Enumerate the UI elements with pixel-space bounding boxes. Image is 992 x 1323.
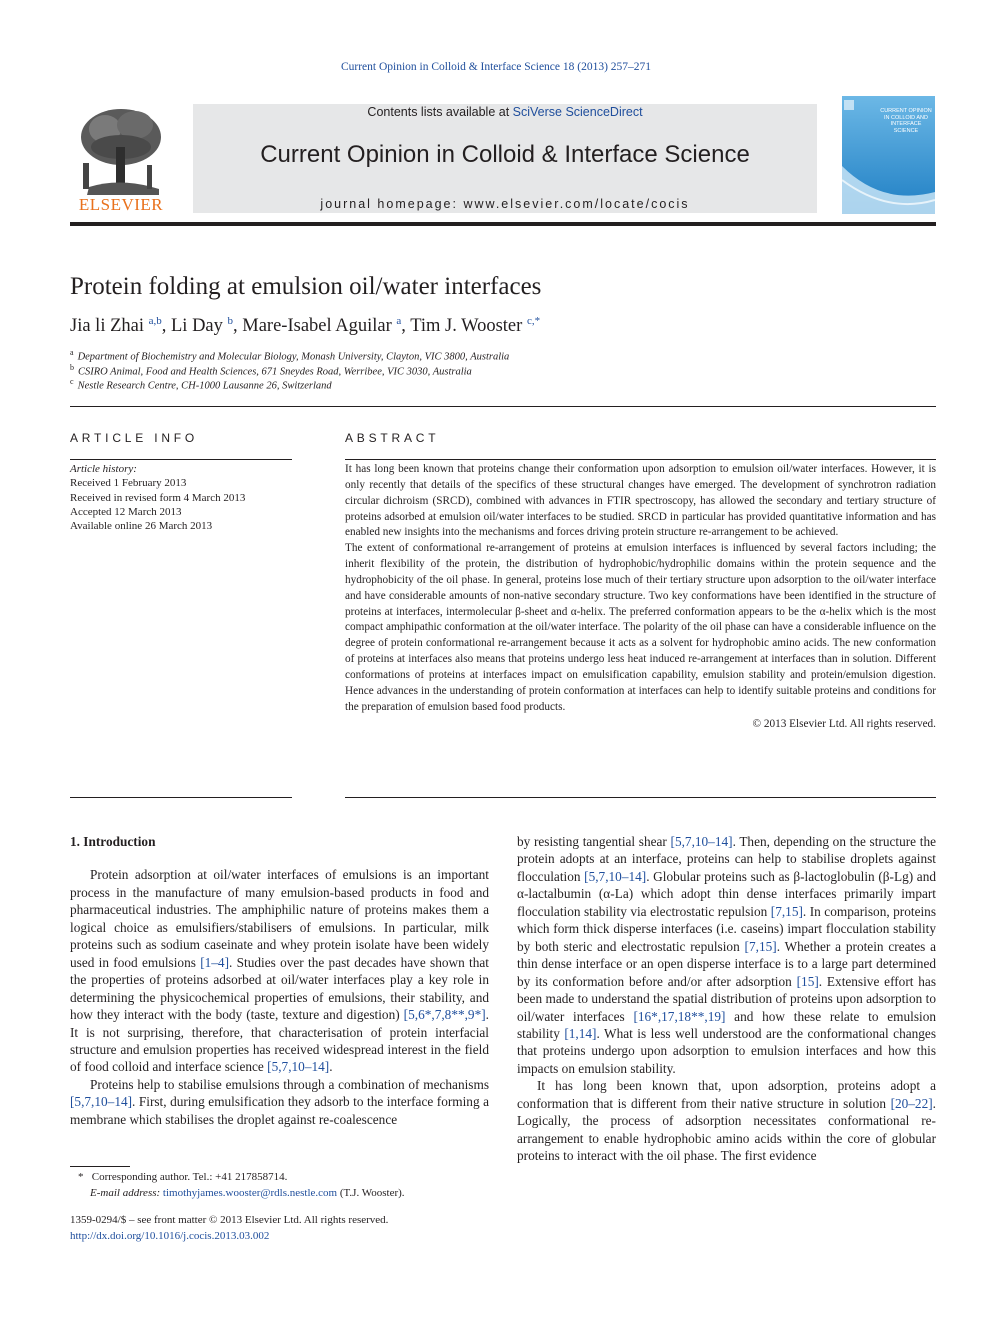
- author-list: Jia li Zhai $^{a,b}$, Li Day $^b$, Mare-Isabel Aguilar $^a$, Tim J. Wooster $^{c,*}$: [70, 315, 541, 337]
- body-paragraph: [517, 1077, 936, 1164]
- abstract-heading-rule: [345, 459, 936, 460]
- footnote-rule: [70, 1166, 130, 1167]
- contents-prefix: Contents lists available at: [367, 105, 513, 119]
- body-text: Proteins help to stabilise emulsions through a combination of mechanisms: [90, 1076, 489, 1092]
- running-head[interactable]: Current Opinion in Colloid & Interface Science 18 (2013) 257–271: [340, 61, 652, 73]
- body-text: .: [329, 1059, 333, 1075]
- abstract-bottom-rule: [345, 797, 936, 798]
- affiliation-c: $^c$ Nestle Research Centre, CH-1000 Lausanne 26, Switzerland: [70, 377, 332, 392]
- journal-cover[interactable]: [842, 96, 935, 214]
- sciencedirect-link[interactable]: SciVerse ScienceDirect: [512, 105, 643, 119]
- info-heading-rule: [70, 459, 292, 460]
- body-text: . Logically, the process of adsorption necessitates conformational re-arrangement to enable hydrophobic amino acids within the core of globular proteins to interact with the oil phase. The first evidence: [517, 1095, 936, 1164]
- body-text: by resisting tangential shear: [517, 834, 671, 849]
- citation-link[interactable]: [5,7,10–14]: [584, 868, 647, 884]
- body-text: It has long been known that, upon adsorption, proteins adopt a conformation that is different from their native structure in solution: [517, 1078, 936, 1111]
- footnote-author-line: Corresponding author. Tel.: +41 217858714.: [91, 1171, 288, 1183]
- citation-link[interactable]: [7,15]: [770, 903, 803, 919]
- author-affiliation-marker[interactable]: c,*: [526, 315, 541, 327]
- journal-homepage[interactable]: journal homepage: www.elsevier.com/locate/cocis: [320, 197, 690, 211]
- section-heading-introduction: 1. Introduction: [70, 834, 156, 849]
- body-text: . Then, depending on the structure the protein adopts at an interface, proteins can help to stabilise droplets against flocculation: [517, 834, 936, 884]
- citation-link[interactable]: [7,15]: [744, 938, 777, 954]
- elsevier-wordmark: ELSEVIER: [78, 195, 164, 214]
- history-received: Received 1 February 2013: [70, 477, 187, 490]
- abstract-paragraph-1: It has long been known that proteins change their conformation upon adsorption to emulsion oil/water interfaces. However, it is only recently that details of the specifics of these structural changes have emerged. The development of synchrotron radiation circular dichroism (SRCD), combined with advances in FTIR spectroscopy, has allowed the secondary and tertiary structure of proteins adsorbed at emulsion oil/water interfaces to be studied. SRCD in particular has provided quantitative information and has enabled new insights into the mechanisms and forces driving protein structure re-arrangement to be achieved.: [345, 463, 936, 539]
- article-title: Protein folding at emulsion oil/water interfaces: [70, 273, 542, 300]
- issn-block: [70, 1213, 388, 1244]
- author-affiliation-marker[interactable]: b: [227, 315, 234, 327]
- article-history: [70, 462, 292, 533]
- body-text: . First, during emulsification they adsorb to the interface forming a membrane which stabilises the droplet against re-coalescence: [70, 1094, 489, 1127]
- email-label: E-mail address:: [90, 1186, 161, 1199]
- body-paragraph: [70, 866, 489, 1075]
- doi-link[interactable]: http://dx.doi.org/10.1016/j.cocis.2013.03.002: [70, 1229, 270, 1242]
- author-name: Mare-Isabel Aguilar: [242, 316, 397, 337]
- abstract-paragraph-2: The extent of conformational re-arrangement of proteins at emulsion interfaces is influenced by several factors including; the inherit flexibility of the protein, the distribution of hydrophobic/hydrophilic domains within the protein sequence and the hydrophobicity of the oil phase. In general, proteins lose much of their tertiary structure upon adsorption to the oil/water interface and have considerable amounts of non-native secondary structure. Two key conformations have been identified in the structure of proteins at interfaces, intermolecular β-sheet and α-helix. The preferred conformation appears to be the α-helix which is the most compact amphipathic conformation at the oil/water interface. The polarity of the oil phase can have a considerable influence on the degree of protein conformational re-arrangement because it acts as a solvent for hydrophobic amino acids. The new conformation of proteins at interfaces also means that proteins undergo less heat induced re-arrangement at interfaces than in solution. Different conformations of proteins at interfaces impact on emulsification capability, emulsion stability and protein/emulsion digestion. Hence advances in the understanding of protein conformation at interfaces can help to identify suitable proteins and conditions for the preparation of emulsion based food products.: [345, 542, 936, 713]
- info-bottom-rule: [70, 797, 292, 798]
- history-revised: Received in revised form 4 March 2013: [70, 491, 246, 504]
- abstract-copyright: © 2013 Elsevier Ltd. All rights reserved.: [752, 717, 936, 730]
- abstract-body: [345, 462, 936, 732]
- history-accepted: Accepted 12 March 2013: [70, 505, 182, 518]
- history-label: Article history:: [70, 463, 137, 475]
- footnote-star: *: [78, 1171, 84, 1183]
- author-affiliation-marker[interactable]: a,b: [148, 315, 162, 327]
- citation-link[interactable]: [20–22]: [890, 1095, 933, 1111]
- citation-link[interactable]: [1–4]: [200, 954, 230, 970]
- issn-line: 1359-0294/$ – see front matter © 2013 Elsevier Ltd. All rights reserved.: [70, 1214, 389, 1226]
- body-text: . In comparison, proteins which form thick disperse interfaces (i.e. caseins) impart flocculation stability by both steric and electrostatic repulsion: [517, 903, 936, 954]
- journal-title: Current Opinion in Colloid & Interface Science: [260, 141, 750, 168]
- affiliation-a: $^a$ Department of Biochemistry and Molecular Biology, Monash University, Clayton, VIC 3800, Australia: [70, 348, 510, 363]
- author-name: Tim J. Wooster: [410, 316, 527, 337]
- body-text: Protein adsorption at oil/water interfaces of emulsions is an important process in the manufacture of many emulsion-based products in food and pharmaceutical industries. The amphiphilic nature of proteins makes them a logical choice as emulsifiers/stabilisers of emulsions. In particular, milk proteins such as sodium caseinate and whey protein isolate have been widely used in food emulsions: [70, 867, 489, 970]
- author-name: Li Day: [171, 316, 228, 337]
- article-info-heading: ARTICLE INFO: [70, 431, 199, 445]
- body-text: . Globular proteins such as β-lactoglobulin (β-Lg) and α-lactalbumin (α-La) which adopt thin dense interfaces primarily impart flocculation stability via electrostatic repulsion: [517, 868, 936, 919]
- body-text: and how these relate to emulsion stability: [517, 1008, 936, 1041]
- abstract-heading: ABSTRACT: [345, 431, 440, 445]
- corresponding-footnote: [70, 1170, 490, 1201]
- affiliation-b: $^b$ CSIRO Animal, Food and Health Sciences, 671 Sneydes Road, Werribee, VIC 3030, Australia: [70, 363, 472, 378]
- body-text: . Extensive effort has been made to understand the spatial distribution of proteins upon adsorption to oil/water interfaces: [517, 973, 936, 1024]
- history-online: Available online 26 March 2013: [70, 520, 213, 533]
- header-thick-rule: [70, 222, 936, 226]
- elsevier-logo[interactable]: [69, 103, 173, 215]
- citation-link[interactable]: [5,7,10–14]: [670, 834, 733, 849]
- body-text: . It is not surprising, therefore, that characterisation of protein interfacial structure and emulsion properties has received widespread interest in the field of food colloid and interface science: [70, 1007, 489, 1075]
- body-paragraph: [70, 1076, 489, 1128]
- citation-link[interactable]: [15]: [796, 973, 819, 989]
- body-text: . What is less well understood are the conformational changes that proteins undergo upon adsorption to emulsion interfaces and how this impacts on emulsion stability.: [517, 1025, 936, 1076]
- author-name: Jia li Zhai: [70, 316, 149, 337]
- body-column-right: [517, 833, 936, 1165]
- affiliation-rule: [70, 406, 936, 407]
- body-text: . Whether a protein creates a thin dense interface or an open disperse interface is to a large part determined by its conformation before and/or after adsorption: [517, 938, 936, 989]
- email-link[interactable]: timothyjames.wooster@rdls.nestle.com: [162, 1186, 338, 1199]
- body-text: . Studies over the past decades have shown that the properties of proteins adsorbed at oil/water interfaces play a key role in determining the physicochemical properties of emulsions, their stability, and how they interact with the body (taste, texture and digestion): [70, 954, 489, 1023]
- citation-link[interactable]: [5,7,10–14]: [70, 1094, 133, 1110]
- citation-link[interactable]: [5,7,10–14]: [267, 1059, 330, 1075]
- citation-link[interactable]: [1,14]: [564, 1025, 597, 1041]
- cover-title: CURRENT OPINION IN COLLOID AND INTERFACE SCIENCE: [880, 108, 932, 134]
- body-column-left: [70, 833, 489, 1128]
- citation-link[interactable]: [16*,17,18**,19]: [633, 1008, 726, 1024]
- email-suffix: (T.J. Wooster).: [339, 1186, 405, 1199]
- footnote-corresponding: [70, 1170, 490, 1186]
- citation-link[interactable]: [5,6*,7,8**,9*]: [403, 1007, 486, 1023]
- author-affiliation-marker[interactable]: a: [396, 315, 402, 327]
- body-paragraph: [517, 833, 936, 1077]
- footnote-email: [70, 1186, 490, 1202]
- contents-line: [193, 105, 817, 119]
